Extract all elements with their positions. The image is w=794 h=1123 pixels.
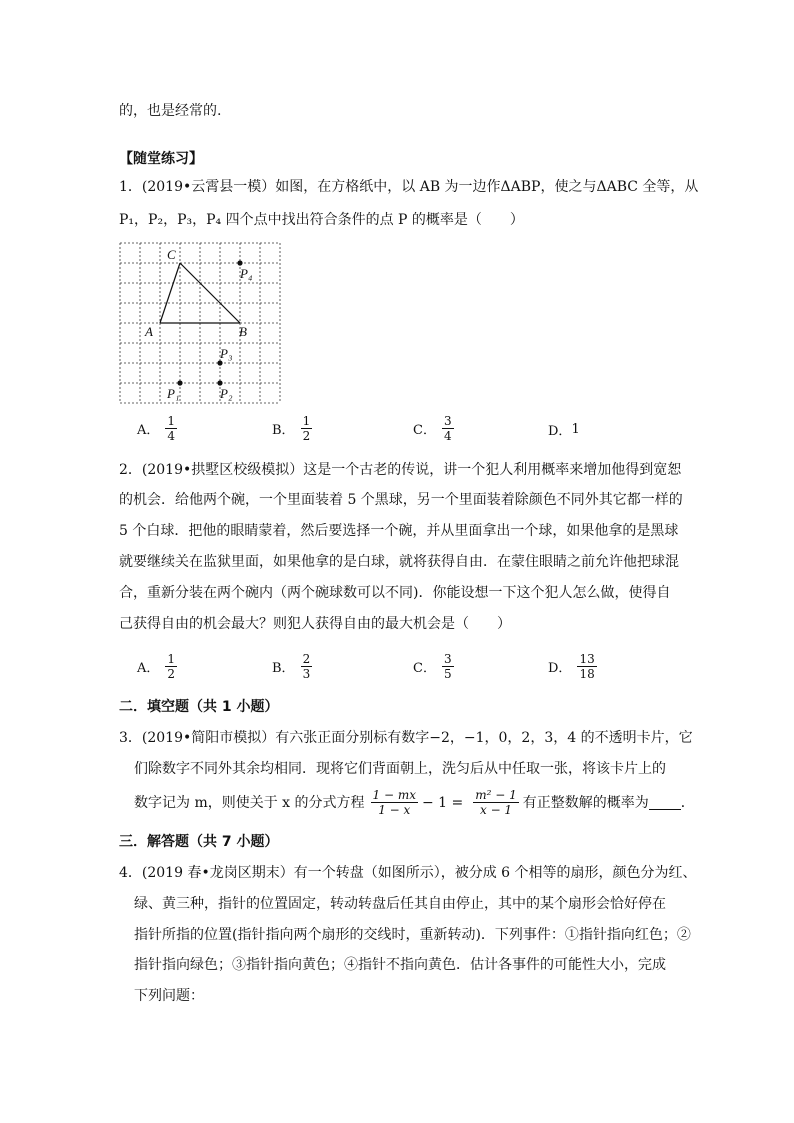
point-P1 xyxy=(177,380,182,385)
q1-option-b: B． $\frac{1}{2}$ xyxy=(272,414,311,443)
point-P2 xyxy=(217,380,222,385)
label-P2: P₂ xyxy=(220,386,233,401)
q4-line5: 下列问题： xyxy=(134,988,204,1004)
q1-grid-figure xyxy=(119,242,281,404)
q1-option-d: D． 1 xyxy=(548,422,580,439)
q4-line4: 指针指向绿色；③指针指向黄色；④指针不指向黄色．估计各事件的可能性大小，完成 xyxy=(134,957,666,973)
q3-line3: 数字记为 m，则使关于 x 的分式方程 $\frac{1 - mx}{1 - x}$ − 1 = $\frac{\text{m² − 1}}{x - 1}$ 有正整数解的概率为 ． xyxy=(134,788,695,817)
label-P4: P₄ xyxy=(240,266,253,281)
label-A: A xyxy=(145,324,153,339)
q2-line6: 己获得自由的机会最大？则犯人获得自由的最大机会是（ ） xyxy=(119,616,511,632)
q1-option-a: A． $\frac{1}{4}$ xyxy=(137,414,176,443)
q2-line5: 合，重新分装在两个碗内（两个碗球数可以不同)．你能设想一下这个犯人怎么做，使得自 xyxy=(119,585,671,601)
label-P1: P₁ xyxy=(167,386,180,401)
q3-line2: 们除数字不同外其余均相同．现将它们背面朝上，洗匀后从中任取一张，将该卡片上的 xyxy=(134,761,666,777)
q2-line1: 2．(2019•拱墅区校级模拟）这是一个古老的传说，讲一个犯人利用概率来增加他得到宽恕 xyxy=(119,462,682,478)
label-B: B xyxy=(239,324,247,339)
intro-tail-text: 的，也是经常的. xyxy=(119,103,222,119)
q2-line3: 5 个白球．把他的眼睛蒙着，然后要选择一个碗，并从里面拿出一个球，如果他拿的是黑球 xyxy=(119,523,679,539)
q1-option-c: C． $\frac{3}{4}$ xyxy=(413,414,452,443)
q4-line1: 4．(2019 春•龙岗区期末）有一个转盘（如图所示），被分成 6 个相等的扇形，颜色分为红、 xyxy=(119,865,697,881)
section3-heading: 三．解答题（共 7 小题） xyxy=(119,834,279,850)
q2-option-c: C． $\frac{3}{5}$ xyxy=(413,652,452,681)
q2-option-d: D． $\frac{13}{18}$ xyxy=(548,652,595,681)
label-P3: P₃ xyxy=(220,346,233,361)
point-P3 xyxy=(217,360,222,365)
q1-line1: 1．(2019•云霄县一模）如图，在方格纸中，以 AB 为一边作ΔABP，使之与ΔABC 全等，从 xyxy=(119,179,699,195)
q2-option-b: B． $\frac{2}{3}$ xyxy=(272,652,311,681)
q2-line4: 就要继续关在监狱里面，如果他拿的是白球，就将获得自由．在蒙住眼睛之前允许他把球混 xyxy=(119,554,679,570)
segment-CB xyxy=(180,263,240,323)
q3-fraction-left: $\frac{1 - mx}{1 - x}$ xyxy=(372,788,416,817)
q3-answer-blank[interactable] xyxy=(649,795,681,810)
point-P4 xyxy=(237,260,242,265)
section-practice-heading: 【随堂练习】 xyxy=(119,151,203,167)
q2-option-a: A． $\frac{1}{2}$ xyxy=(137,652,176,681)
q3-line1: 3．(2019•简阳市模拟）有六张正面分别标有数字−2，−1，0，2，3，4 的不透明卡片，它 xyxy=(119,730,693,746)
q1-line2: P₁，P₂，P₃，P₄ 四个点中找出符合条件的点 P 的概率是（ ） xyxy=(119,212,524,228)
q3-fraction-right: $\frac{\text{m² − 1}}{x - 1}$ xyxy=(475,788,517,817)
segment-AC xyxy=(160,263,180,323)
q4-line2: 绿、黄三种，指针的位置固定，转动转盘后任其自由停止，其中的某个扇形会恰好停在 xyxy=(134,896,666,912)
label-C: C xyxy=(167,247,176,262)
q4-line3: 指针所指的位置(指针指向两个扇形的交线时，重新转动)．下列事件：①指针指向红色；② xyxy=(134,927,691,943)
section2-heading: 二．填空题（共 1 小题） xyxy=(119,699,279,715)
q2-line2: 的机会．给他两个碗，一个里面装着 5 个黑球，另一个里面装着除颜色不同外其它都一样的 xyxy=(119,492,683,508)
